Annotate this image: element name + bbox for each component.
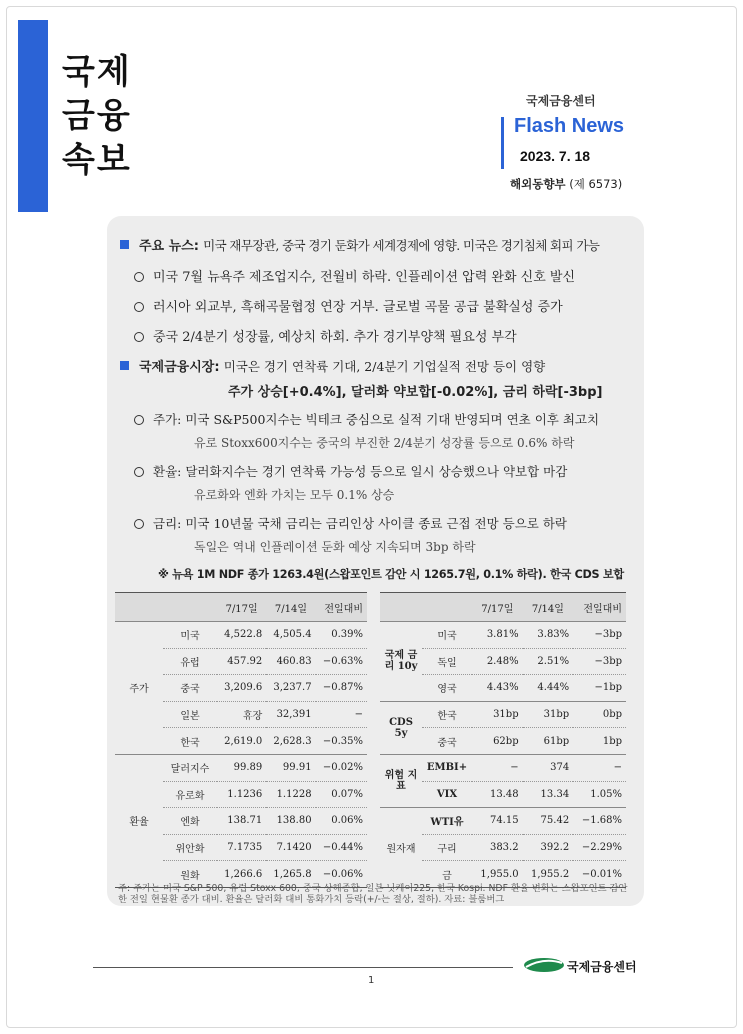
table-cell: 독일 — [422, 648, 472, 675]
blue-square-bullet-icon — [120, 361, 129, 370]
table-cell: 138.71 — [217, 808, 266, 835]
dept-name: 해외동향부 — [510, 177, 566, 191]
table-cell: 2,619.0 — [224, 735, 263, 747]
table-cell: 유럽 — [163, 648, 217, 675]
table-header-empty — [163, 593, 217, 622]
table-cell: 1,265.8 — [273, 868, 312, 880]
circle-bullet-icon — [134, 272, 144, 282]
circle-bullet-icon — [134, 332, 144, 342]
footer-rule — [93, 967, 513, 968]
table-cell: 4,522.8 — [217, 622, 266, 649]
table-cell: 중국 — [437, 737, 457, 749]
header-date: 2023. 7. 18 — [520, 148, 591, 164]
market-headline: 미국은 경기 연착륙 기대, 2/4분기 기업실적 전망 등이 영향 — [223, 359, 546, 374]
table-cell: 31bp — [472, 701, 523, 728]
circle-bullet-icon — [134, 302, 144, 312]
table-cell: −0.35% — [322, 735, 363, 747]
table-row — [115, 622, 367, 649]
table-cell: 미국 — [163, 622, 217, 649]
table-cell: 0.06% — [316, 808, 367, 835]
table-row — [380, 808, 626, 835]
table-group-label: 국제 금리 10y — [380, 622, 422, 702]
table-cell: 99.89 — [217, 754, 266, 781]
news-headline-line — [120, 235, 599, 254]
table-cell: 4.43% — [486, 682, 519, 694]
table-header: 7/14일 — [523, 593, 574, 622]
market-item-text: 금리: 미국 10년물 국채 금리는 금리인상 사이클 종료 근접 전망 등으로 하락 — [153, 516, 568, 531]
table-footnote: 주: 주가는 미국 S&P 500, 유럽 Stoxx 600, 중국 상해종합, 일본 닛케이225, 한국 Kospi. NDF 환율 변화는 스왑포인트 감안한 전일 현물환 종가 대비. 환율은 달러화 대비 통화가치 등락(+/-는 절상, 절하). 자료: 블룸버그 — [118, 883, 628, 905]
table-cell: 13.34 — [540, 788, 570, 800]
news-item — [134, 296, 563, 315]
news-item-text: 미국 7월 뉴욕주 제조업지수, 전월비 하락. 인플레이션 압력 완화 신호 발신 — [153, 270, 576, 285]
table-cell: 75.42 — [523, 808, 574, 835]
table-cell: −0.01% — [581, 868, 622, 880]
table-cell: 374 — [523, 754, 574, 781]
footer-org: 국제금융센터 — [567, 960, 637, 974]
table-cell: 32,391 — [266, 701, 315, 728]
table-cell: −3bp — [573, 648, 626, 675]
header-org: 국제금융센터 — [526, 94, 596, 108]
table-cell: 금 — [442, 870, 452, 882]
market-item — [134, 410, 599, 428]
blue-square-bullet-icon — [120, 240, 129, 249]
table-cell: 엔화 — [163, 808, 217, 835]
table-cell: −0.06% — [322, 868, 363, 880]
table-cell: 영국 — [437, 684, 457, 696]
doc-title-line: 국제 — [62, 52, 132, 92]
market-item-sub: 유로 Stoxx600지수는 중국의 부진한 2/4분기 성장률 등으로 0.6% 하락 — [194, 436, 575, 450]
header-flash-news: Flash News — [514, 115, 625, 137]
doc-title — [62, 50, 132, 182]
table-cell: 62bp — [493, 735, 519, 747]
table-cell: 0.39% — [316, 622, 367, 649]
table-cell: 1bp — [602, 735, 622, 747]
table-cell: 2,628.3 — [273, 735, 312, 747]
news-item-text: 러시아 외교부, 흑해곡물협정 연장 거부. 글로벌 곡물 공급 불확실성 증가 — [153, 300, 563, 315]
table-cell: 13.48 — [489, 788, 519, 800]
doc-number: (제 6573) — [569, 177, 623, 191]
table-group-label: 원자재 — [380, 808, 422, 888]
table-cell: 3,237.7 — [266, 675, 315, 702]
table-cell: 달러지수 — [163, 754, 217, 781]
market-table-left — [115, 592, 367, 888]
table-cell: EMBI+ — [422, 754, 472, 781]
table-cell: −2.29% — [573, 834, 626, 861]
table-cell: 457.92 — [217, 648, 266, 675]
doc-title-line: 금융 — [62, 96, 132, 136]
table-header: 전일대비 — [316, 593, 367, 622]
table-cell: 유로화 — [163, 781, 217, 808]
market-table-right — [380, 592, 626, 888]
table-cell: 3.83% — [523, 622, 574, 649]
table-cell: 7.1420 — [266, 834, 315, 861]
table-cell: 383.2 — [472, 834, 523, 861]
table-cell: WTI유 — [422, 808, 472, 835]
table-cell: 1.1228 — [266, 781, 315, 808]
market-item-sub: 독일은 역내 인플레이션 둔화 예상 지속되며 3bp 하락 — [194, 540, 476, 554]
table-group-label: 위험 지표 — [380, 754, 422, 807]
table-cell: 392.2 — [523, 834, 574, 861]
doc-title-line: 속보 — [62, 140, 132, 180]
table-cell: 138.80 — [266, 808, 315, 835]
table-cell: VIX — [436, 788, 458, 800]
table-cell: −3bp — [573, 622, 626, 649]
table-row — [380, 701, 626, 728]
table-cell: 일본 — [163, 701, 217, 728]
table-header: 전일대비 — [573, 593, 626, 622]
table-group-label: 주가 — [115, 622, 163, 755]
table-header: 7/14일 — [266, 593, 315, 622]
table-cell: −1bp — [594, 682, 622, 694]
table-row — [380, 622, 626, 649]
table-cell: 2.51% — [523, 648, 574, 675]
table-cell: −0.63% — [316, 648, 367, 675]
news-item-text: 중국 2/4분기 성장률, 예상치 하회. 추가 경기부양책 필요성 부각 — [153, 330, 517, 345]
table-cell: −0.87% — [316, 675, 367, 702]
table-cell: 99.91 — [266, 754, 315, 781]
table-cell: 4,505.4 — [266, 622, 315, 649]
circle-bullet-icon — [134, 467, 144, 477]
table-cell: −0.02% — [316, 754, 367, 781]
table-cell: 중국 — [163, 675, 217, 702]
table-group-label: CDS 5y — [380, 701, 422, 754]
market-item-text: 주가: 미국 S&P500지수는 빅테크 중심으로 실적 기대 반영되며 연초 이후 최고치 — [153, 412, 600, 427]
table-cell: 1,266.6 — [224, 868, 263, 880]
title-accent-bar — [18, 20, 48, 212]
table-cell: −1.68% — [573, 808, 626, 835]
table-cell: 한국 — [422, 701, 472, 728]
table-header: 7/17일 — [217, 593, 266, 622]
table-cell: 미국 — [422, 622, 472, 649]
market-summary: 주가 상승[+0.4%], 달러화 약보합[-0.02%], 금리 하락[-3bp] — [228, 385, 603, 400]
header-divider — [501, 117, 504, 169]
table-cell: 7.1735 — [217, 834, 266, 861]
header-dept — [510, 176, 622, 192]
table-cell: −0.44% — [316, 834, 367, 861]
kcif-logo-icon — [522, 957, 564, 973]
table-cell: 0bp — [573, 701, 626, 728]
news-item — [134, 266, 575, 285]
table-cell: 74.15 — [472, 808, 523, 835]
market-label: 국제금융시장: — [139, 360, 220, 375]
table-cell: 460.83 — [266, 648, 315, 675]
table-cell: 1,955.2 — [531, 868, 570, 880]
table-cell: 4.44% — [537, 682, 570, 694]
table-header-empty — [380, 593, 422, 622]
circle-bullet-icon — [134, 519, 144, 529]
table-cell: 휴장 — [217, 701, 266, 728]
table-cell: 1,955.0 — [480, 868, 519, 880]
table-cell: − — [472, 754, 523, 781]
table-cell: 31bp — [523, 701, 574, 728]
market-item — [134, 462, 567, 480]
table-row — [380, 754, 626, 781]
table-cell: 위안화 — [163, 834, 217, 861]
news-item — [134, 326, 517, 345]
table-row — [115, 754, 367, 781]
page-number: 1 — [368, 975, 375, 986]
news-label: 주요 뉴스: — [139, 239, 199, 254]
news-headline: 미국 재무장관, 중국 경기 둔화가 세계경제에 영향. 미국은 경기침체 회피 가능 — [203, 238, 600, 253]
table-cell: 1.1236 — [217, 781, 266, 808]
table-group-label: 환율 — [115, 754, 163, 887]
table-cell: 3.81% — [472, 622, 523, 649]
table-cell: − — [316, 701, 367, 728]
ndf-note: ※ 뉴욕 1M NDF 종가 1263.4원(스왑포인트 감안 시 1265.7원, 0.1% 하락). 한국 CDS 보합 — [158, 568, 624, 581]
table-cell: 61bp — [543, 735, 570, 747]
market-item — [134, 514, 567, 532]
table-header: 7/17일 — [472, 593, 523, 622]
market-item-text: 환율: 달러화지수는 경기 연착륙 가능성 등으로 일시 상승했으나 약보합 마감 — [153, 464, 568, 479]
table-cell: 3,209.6 — [217, 675, 266, 702]
table-cell: 한국 — [180, 737, 200, 749]
table-cell: 1.05% — [590, 788, 622, 800]
market-headline-line — [120, 356, 545, 375]
market-item-sub: 유로화와 엔화 가치는 모두 0.1% 상승 — [194, 488, 395, 502]
table-header-empty — [422, 593, 472, 622]
table-cell: 원화 — [180, 870, 200, 882]
table-cell: 구리 — [422, 834, 472, 861]
table-header-empty — [115, 593, 163, 622]
table-cell: − — [573, 754, 626, 781]
table-cell: 2.48% — [472, 648, 523, 675]
circle-bullet-icon — [134, 415, 144, 425]
table-cell: 0.07% — [316, 781, 367, 808]
